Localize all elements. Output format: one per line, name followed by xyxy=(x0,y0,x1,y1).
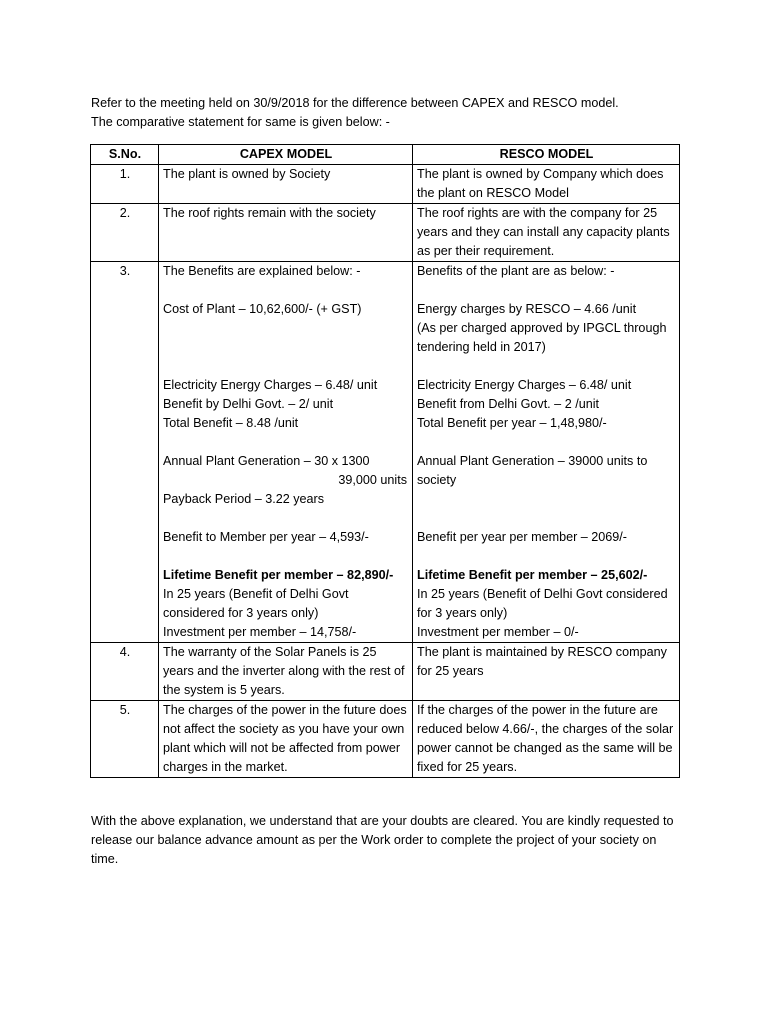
resco-cell: The plant is maintained by RESCO company for 25 years xyxy=(413,643,680,701)
comparison-table xyxy=(90,144,680,778)
capex-cell: The warranty of the Solar Panels is 25 years and the inverter along with the rest of the system is 5 years. xyxy=(159,643,413,701)
table-row xyxy=(91,165,680,204)
capex-generation-units: 39,000 units xyxy=(338,473,407,487)
table-row xyxy=(91,204,680,262)
capex-cost-of-plant: Cost of Plant – 10,62,600/- (+ GST) xyxy=(163,302,362,316)
row-sno: 2. xyxy=(91,204,159,262)
resco-member-benefit: Benefit per year per member – 2069/- xyxy=(417,530,628,544)
resco-govt-benefit: Benefit from Delhi Govt. – 2 /unit xyxy=(417,397,599,411)
resco-years-note: In 25 years (Benefit of Delhi Govt considered for 3 years only) xyxy=(417,587,668,620)
capex-cell xyxy=(159,262,413,643)
capex-member-benefit: Benefit to Member per year – 4,593/- xyxy=(163,530,369,544)
capex-years-note: In 25 years (Benefit of Delhi Govt considered for 3 years only) xyxy=(163,587,349,620)
capex-payback: Payback Period – 3.22 years xyxy=(163,492,325,506)
header-resco: RESCO MODEL xyxy=(413,145,680,165)
capex-annual-generation: Annual Plant Generation – 30 x 1300 xyxy=(163,454,370,468)
resco-cell: If the charges of the power in the future are reduced below 4.66/-, the charges of the solar power cannot be changed as the same will be fixed for 25 years. xyxy=(413,701,680,778)
intro-line-1: Refer to the meeting held on 30/9/2018 for the difference between CAPEX and RESCO model. xyxy=(91,96,619,110)
resco-annual-generation: Annual Plant Generation – 39000 units to society xyxy=(417,454,648,487)
row-sno: 3. xyxy=(91,262,159,643)
row-sno: 1. xyxy=(91,165,159,204)
resco-total-benefit: Total Benefit per year – 1,48,980/- xyxy=(417,416,607,430)
intro-line-2: The comparative statement for same is given below: - xyxy=(91,115,390,129)
capex-govt-benefit: Benefit by Delhi Govt. – 2/ unit xyxy=(163,397,334,411)
closing-paragraph: With the above explanation, we understand that are your doubts are cleared. You are kindly requested to release our balance advance amount as per the Work order to complete the project of your society on time. xyxy=(91,814,674,866)
table-row xyxy=(91,643,680,701)
capex-total-benefit: Total Benefit – 8.48 /unit xyxy=(163,416,299,430)
row-sno: 5. xyxy=(91,701,159,778)
table-row xyxy=(91,262,680,643)
table-header-row xyxy=(91,145,680,165)
resco-electricity-charges: Electricity Energy Charges – 6.48/ unit xyxy=(417,378,632,392)
table-row xyxy=(91,701,680,778)
resco-benefits-intro: Benefits of the plant are as below: - xyxy=(417,264,615,278)
resco-investment: Investment per member – 0/- xyxy=(417,625,579,639)
intro-paragraph xyxy=(91,94,691,132)
capex-investment: Investment per member – 14,758/- xyxy=(163,625,357,639)
header-capex: CAPEX MODEL xyxy=(159,145,413,165)
capex-cell: The charges of the power in the future does not affect the society as you have your own plant which will not be affected from power charges in the market. xyxy=(159,701,413,778)
header-sno: S.No. xyxy=(91,145,159,165)
resco-approved-note: (As per charged approved by IPGCL through tendering held in 2017) xyxy=(417,321,667,354)
capex-cell: The plant is owned by Society xyxy=(159,165,413,204)
row-sno: 4. xyxy=(91,643,159,701)
capex-cell: The roof rights remain with the society xyxy=(159,204,413,262)
capex-energy-charges: Electricity Energy Charges – 6.48/ unit xyxy=(163,378,378,392)
capex-lifetime-benefit: Lifetime Benefit per member – 82,890/- xyxy=(163,568,394,582)
capex-benefits-intro: The Benefits are explained below: - xyxy=(163,264,361,278)
resco-cell: The plant is owned by Company which does the plant on RESCO Model xyxy=(413,165,680,204)
resco-lifetime-benefit: Lifetime Benefit per member – 25,602/- xyxy=(417,568,648,582)
resco-cell: The roof rights are with the company for 25 years and they can install any capacity plants as per their requirement. xyxy=(413,204,680,262)
resco-energy-charges: Energy charges by RESCO – 4.66 /unit xyxy=(417,302,637,316)
resco-cell xyxy=(413,262,680,643)
